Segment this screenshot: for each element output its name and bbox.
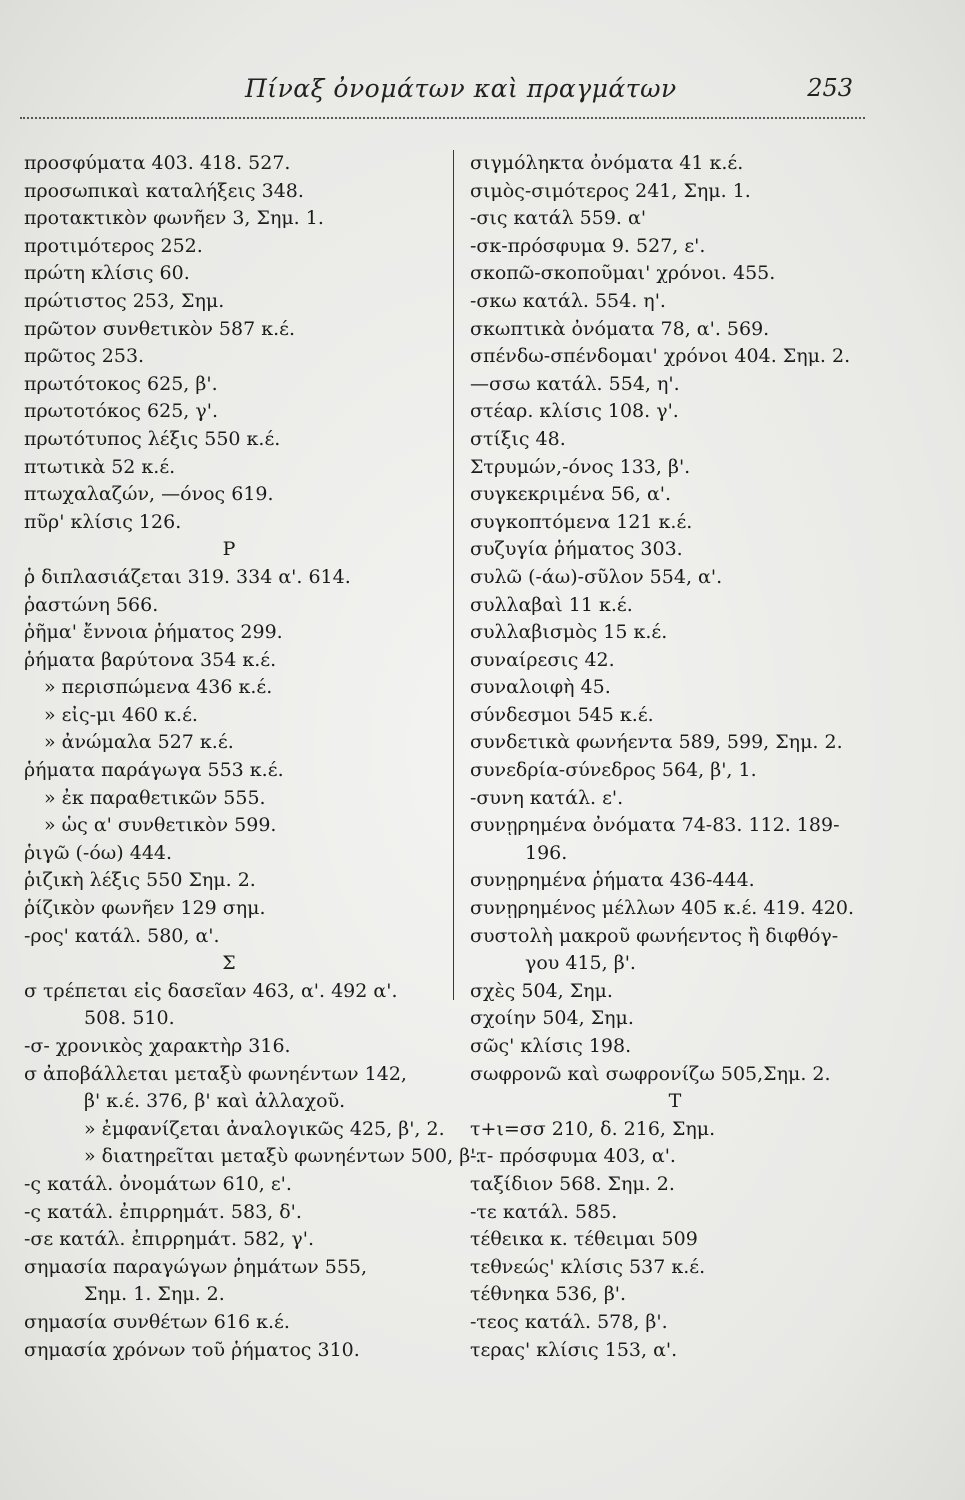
index-entry: » ὡς α' συνθετικὸν 599. [44, 814, 277, 837]
index-entry: Στρυμών,-όνος 133, β'. [470, 455, 691, 478]
index-entry: σημασία χρόνων τοῦ ῥήματος 310. [24, 1338, 360, 1361]
index-entry: τ+ι=σσ 210, δ. 216, Σημ. [470, 1117, 716, 1140]
index-entry: » περισπώμενα 436 κ.έ. [44, 676, 273, 699]
index-entry: πρώτιστος 253, Σημ. [24, 289, 225, 312]
index-entry: συνεδρία-σύνεδρος 564, β', 1. [470, 759, 757, 782]
index-entry: ῥήματα βαρύτονα 354 κ.έ. [24, 648, 277, 671]
index-entry: συναλοιφὴ 45. [470, 676, 611, 699]
page-number: 253 [807, 74, 853, 102]
index-entry: συναίρεσις 42. [470, 648, 615, 671]
index-entry: ῥ διπλασιάζεται 319. 334 α'. 614. [24, 565, 351, 588]
index-entry: πρωτότοκος 625, β'. [24, 372, 218, 395]
column-divider [453, 150, 454, 1000]
index-entry: πρῶτον συνθετικὸν 587 κ.έ. [24, 317, 296, 340]
index-entry: ῥίζικὸν φωνῆεν 129 σημ. [24, 897, 266, 920]
index-entry: » ἀνώμαλα 527 κ.έ. [44, 731, 234, 754]
index-entry: τεθνεώς' κλίσις 537 κ.έ. [470, 1255, 706, 1278]
index-entry: σ ἀποβάλλεται μεταξὺ φωνηέντων 142, [24, 1062, 407, 1085]
index-entry: τέθνηκα 536, β'. [470, 1283, 627, 1306]
index-entry: σχὲς 504, Σημ. [470, 979, 613, 1002]
index-entry: συνῃρημένα ῥήματα 436-444. [470, 869, 755, 892]
index-entry: ταξίδιον 568. Σημ. 2. [470, 1172, 675, 1195]
index-entry: -τεος κατάλ. 578, β'. [470, 1310, 668, 1333]
index-entry: τερας' κλίσις 153, α'. [470, 1338, 678, 1361]
index-entry: » εἰς-μι 460 κ.έ. [44, 703, 198, 726]
index-entry: ῥαστώνη 566. [24, 593, 159, 616]
index-entry: —σσω κατάλ. 554, η'. [470, 372, 680, 395]
index-entry: πρῶτος 253. [24, 345, 145, 368]
index-entry: -ς κατάλ. ἐπιρρημάτ. 583, δ'. [24, 1200, 302, 1223]
index-entry: πρωτότυπος λέξις 550 κ.έ. [24, 427, 281, 450]
index-entry: σκωπτικὰ ὀνόματα 78, α'. 569. [470, 317, 770, 340]
running-head-title: Πίναξ ὀνομάτων καὶ πραγμάτων [245, 74, 677, 103]
index-entry: » ἐμφανίζεται ἀναλογικῶς 425, β', 2. [84, 1117, 445, 1140]
index-entry: » διατηρεῖται μεταξὺ φωνηέντων 500, β'. [84, 1145, 482, 1168]
section-letter-heading: Σ [222, 952, 236, 975]
index-entry: Σημ. 1. Σημ. 2. [84, 1283, 225, 1306]
index-entry: σωφρονῶ καὶ σωφρονίζω 505,Σημ. 2. [470, 1062, 831, 1085]
index-entry: -σκ-πρόσφυμα 9. 527, ε'. [470, 234, 706, 257]
index-entry: προσωπικαὶ καταλήξεις 348. [24, 179, 304, 202]
index-entry: προτακτικὸν φωνῆεν 3, Σημ. 1. [24, 207, 324, 230]
index-entry: σκοπῶ-σκοποῦμαι' χρόνοι. 455. [470, 262, 776, 285]
index-entry: σ τρέπεται εἰς δασεῖαν 463, α'. 492 α'. [24, 979, 398, 1002]
index-entry: σπένδω-σπένδομαι' χρόνοι 404. Σημ. 2. [470, 345, 851, 368]
index-entry: 196. [525, 841, 568, 864]
index-entry: πῦρ' κλίσις 126. [24, 510, 182, 533]
index-entry: σιμὸς-σιμότερος 241, Σημ. 1. [470, 179, 751, 202]
index-entry: ῥιγῶ (-όω) 444. [24, 841, 173, 864]
index-entry: ῥῆμα' ἔννοια ῥήματος 299. [24, 621, 283, 644]
index-entry: -σ- χρονικὸς χαρακτὴρ 316. [24, 1035, 291, 1057]
index-entry: συνῃρημένος μέλλων 405 κ.έ. 419. 420. [470, 897, 855, 920]
index-entry: -σις κατάλ 559. α' [470, 207, 647, 230]
index-entry: γου 415, β'. [525, 952, 636, 975]
index-column-right [470, 150, 880, 1364]
section-letter-heading: Ρ [222, 538, 236, 561]
index-entry: πρωτοτόκος 625, γ'. [24, 400, 219, 423]
index-entry: ῥιζικὴ λέξις 550 Σημ. 2. [24, 869, 256, 892]
index-entry: προτιμότερος 252. [24, 234, 203, 257]
index-entry: -ρος' κατάλ. 580, α'. [24, 924, 220, 947]
index-entry: -τ- πρόσφυμα 403, α'. [470, 1145, 676, 1168]
index-entry: σημασία συνθέτων 616 κ.έ. [24, 1310, 290, 1333]
index-entry: -σκω κατάλ. 554. η'. [470, 289, 666, 312]
index-entry: στίξις 48. [470, 427, 566, 450]
index-entry: β' κ.έ. 376, β' καὶ ἀλλαχοῦ. [84, 1090, 346, 1113]
header-dotted-rule [20, 117, 865, 119]
index-entry: τέθεικα κ. τέθειμαι 509 [470, 1228, 698, 1251]
index-entry: προσφύματα 403. 418. 527. [24, 152, 291, 174]
index-entry: πρώτη κλίσις 60. [24, 262, 190, 285]
index-entry: -σε κατάλ. ἐπιρρημάτ. 582, γ'. [24, 1228, 315, 1251]
index-entry: στέαρ. κλίσις 108. γ'. [470, 400, 679, 423]
section-letter-heading: Τ [668, 1090, 682, 1113]
index-entry: » ἐκ παραθετικῶν 555. [44, 786, 266, 809]
index-entry: συλλαβισμὸς 15 κ.έ. [470, 621, 668, 644]
index-entry: συστολὴ μακροῦ φωνήεντος ἢ διφθόγ- [470, 924, 839, 947]
index-entry: συζυγία ῥήματος 303. [470, 538, 683, 561]
index-entry: συλῶ (-άω)-σῦλον 554, α'. [470, 565, 723, 588]
index-entry: -συνη κατάλ. ε'. [470, 786, 624, 809]
index-entry: -ς κατάλ. ὀνομάτων 610, ε'. [24, 1172, 292, 1195]
index-entry: συνῃρημένα ὀνόματα 74-83. 112. 189- [470, 814, 840, 837]
index-entry: 508. 510. [84, 1007, 175, 1030]
index-entry: συγκεκριμένα 56, α'. [470, 483, 672, 506]
index-entry: -τε κατάλ. 585. [470, 1200, 618, 1223]
index-entry: σχοίην 504, Σημ. [470, 1007, 634, 1030]
index-entry: πτωτικὰ 52 κ.έ. [24, 455, 176, 478]
index-entry: ῥήματα παράγωγα 553 κ.έ. [24, 759, 284, 782]
index-entry: σῶς' κλίσις 198. [470, 1035, 632, 1057]
index-entry: συγκοπτόμενα 121 κ.έ. [470, 510, 693, 533]
index-entry: σύνδεσμοι 545 κ.έ. [470, 703, 654, 726]
index-entry: συνδετικὰ φωνήεντα 589, 599, Σημ. 2. [470, 731, 843, 754]
index-entry: πτωχαλαζών, —όνος 619. [24, 483, 274, 506]
index-entry: σιγμόληκτα ὀνόματα 41 κ.έ. [470, 152, 744, 174]
index-column-left [24, 150, 482, 1364]
index-entry: συλλαβαὶ 11 κ.έ. [470, 593, 633, 616]
index-entry: σημασία παραγώγων ῥημάτων 555, [24, 1255, 368, 1278]
